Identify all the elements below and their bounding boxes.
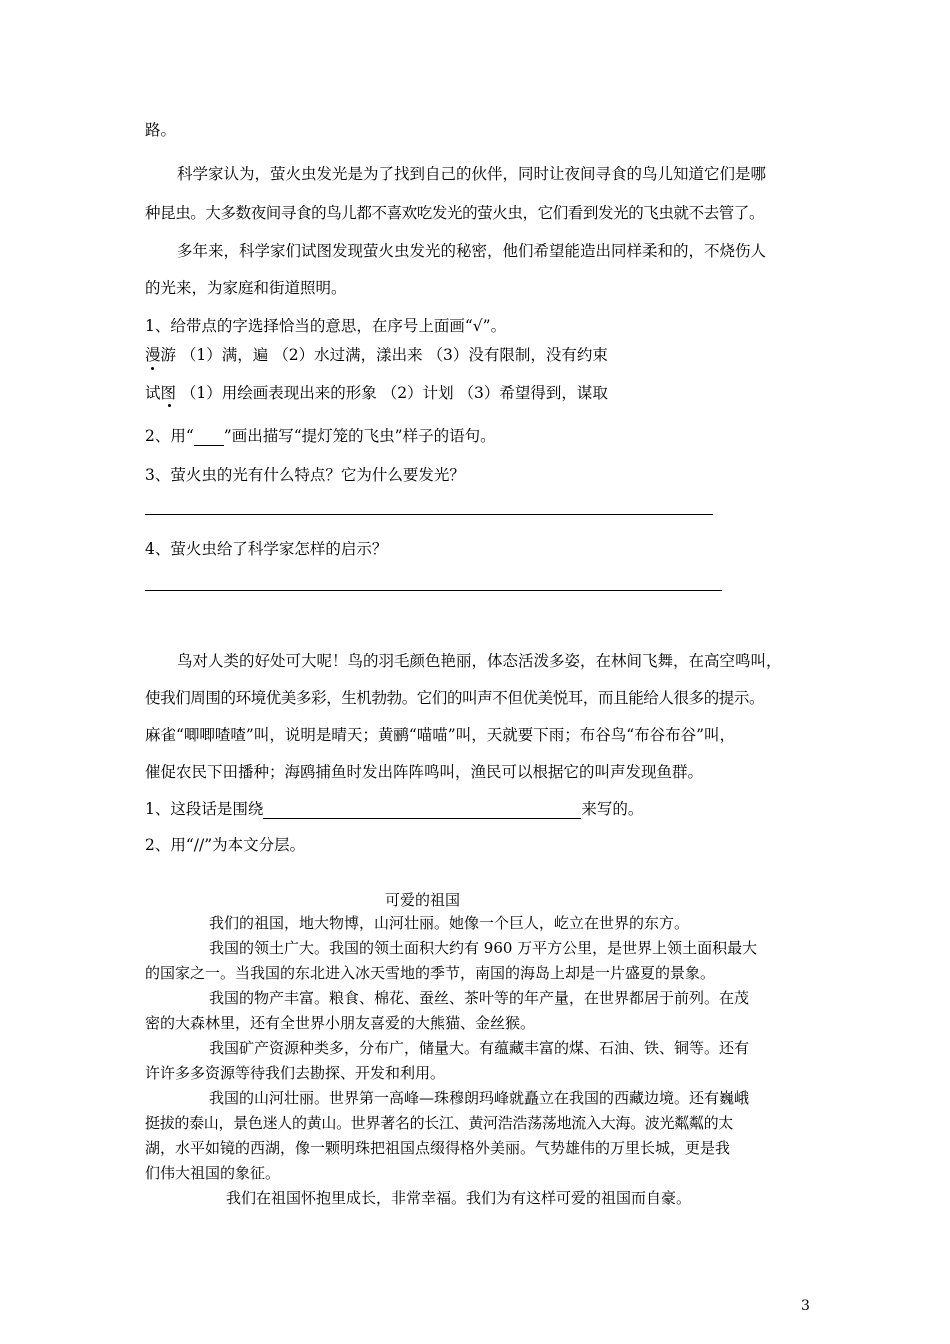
question-1: 1、给带点的字选择恰当的意思，在序号上面画“√”。	[145, 317, 507, 335]
underline-sample	[194, 430, 224, 446]
question2-1	[145, 797, 643, 819]
answer-line-4[interactable]	[145, 590, 722, 591]
question-1-option-b: 试图 （1）用绘画表现出来的形象 （2）计划 （3）希望得到，谋取	[145, 384, 608, 402]
passage3-line-5: 密的大森林里，还有全世界小朋友喜爱的大熊猫、金丝猴。	[145, 1014, 536, 1032]
passage3-line-4: 我国的物产丰富。粮食、棉花、蚕丝、茶叶等的年产量，在世界都居于前列。在茂	[209, 989, 750, 1007]
passage2-line-4: 催促农民下田播种；海鸥捕鱼时发出阵阵鸣叫，渔民可以根据它的叫声发现鱼群。	[145, 763, 704, 781]
passage2-line-1: 鸟对人类的好处可大呢！鸟的羽毛颜色艳丽，体态活泼多姿，在林间飞舞，在高空鸣叫，	[177, 652, 782, 670]
passage1-line-4: 多年来，科学家们试图发现萤火虫发光的秘密，他们希望能造出同样柔和的，不烧伤人	[177, 242, 767, 260]
passage3-line-11: 们伟大祖国的象征。	[145, 1164, 281, 1182]
passage3-line-3: 的国家之一。当我国的东北进入冰天雪地的季节，南国的海岛上却是一片盛夏的景象。	[145, 964, 716, 982]
passage2-line-2: 使我们周围的环境优美多彩，生机勃勃。它们的叫声不但优美悦耳，而且能给人很多的提示。	[145, 689, 765, 707]
passage3-title: 可爱的祖国	[385, 891, 461, 909]
passage2-line-3: 麻雀“唧唧喳喳”叫，说明是晴天；黄鹂“喵喵”叫，天就要下雨；布谷鸟“布谷布谷”叫，	[145, 726, 736, 744]
emphasis-dot	[151, 367, 154, 370]
passage3-line-2: 我国的领土广大。我国的领土面积大约有 960 万平方公里，是世界上领土面积最大	[209, 939, 758, 957]
passage1-line-2: 科学家认为，萤火虫发光是为了找到自己的伙伴，同时让夜间寻食的鸟儿知道它们是哪	[177, 165, 767, 183]
passage1-line-1: 路。	[145, 121, 177, 139]
question2-1-prefix: 1、这段话是围绕	[145, 800, 264, 818]
question2-1-suffix: 来写的。	[581, 800, 644, 818]
emphasis-dot	[168, 404, 171, 407]
passage1-line-5: 的光来，为家庭和街道照明。	[145, 279, 347, 297]
question-2	[145, 424, 496, 446]
passage3-line-7: 许许多多资源等待我们去勘探、开发和利用。	[145, 1064, 446, 1082]
passage3-line-8: 我国的山河壮丽。世界第一高峰—珠穆朗玛峰就矗立在我国的西藏边境。还有巍峨	[209, 1089, 750, 1107]
question-2-suffix: ”画出描写“提灯笼的飞虫”样子的语句。	[223, 427, 496, 445]
page-number: 3	[801, 1298, 810, 1314]
passage3-line-12: 我们在祖国怀抱里成长，非常幸福。我们为有这样可爱的祖国而自豪。	[226, 1189, 692, 1207]
question-4: 4、萤火虫给了科学家怎样的启示？	[145, 540, 388, 558]
passage3-line-6: 我国矿产资源种类多，分布广，储量大。有蕴藏丰富的煤、石油、铁、铜等。还有	[209, 1039, 750, 1057]
question2-2: 2、用“//”为本文分层。	[145, 836, 306, 854]
passage1-line-3: 种昆虫。大多数夜间寻食的鸟儿都不喜欢吃发光的萤火虫，它们看到发光的飞虫就不去管了。	[145, 204, 765, 222]
passage3-line-1: 我们的祖国，地大物博，山河壮丽。她像一个巨人，屹立在世界的东方。	[209, 914, 690, 932]
answer-line-3[interactable]	[145, 514, 713, 515]
question-1-option-a: 漫游 （1）满，遍 （2）水过满，漾出来 （3）没有限制，没有约束	[145, 346, 608, 364]
passage3-line-10: 湖，水平如镜的西湖，像一颗明珠把祖国点缀得格外美丽。气势雄伟的万里长城，更是我	[145, 1139, 731, 1157]
question-3: 3、萤火虫的光有什么特点？它为什么要发光？	[145, 466, 465, 484]
passage3-line-9: 挺拔的泰山，景色迷人的黄山。世界著名的长江、黄河浩浩荡荡地流入大海。波光粼粼的太	[145, 1114, 734, 1132]
question-2-prefix: 2、用“	[145, 427, 194, 445]
answer-blank[interactable]	[263, 802, 581, 819]
